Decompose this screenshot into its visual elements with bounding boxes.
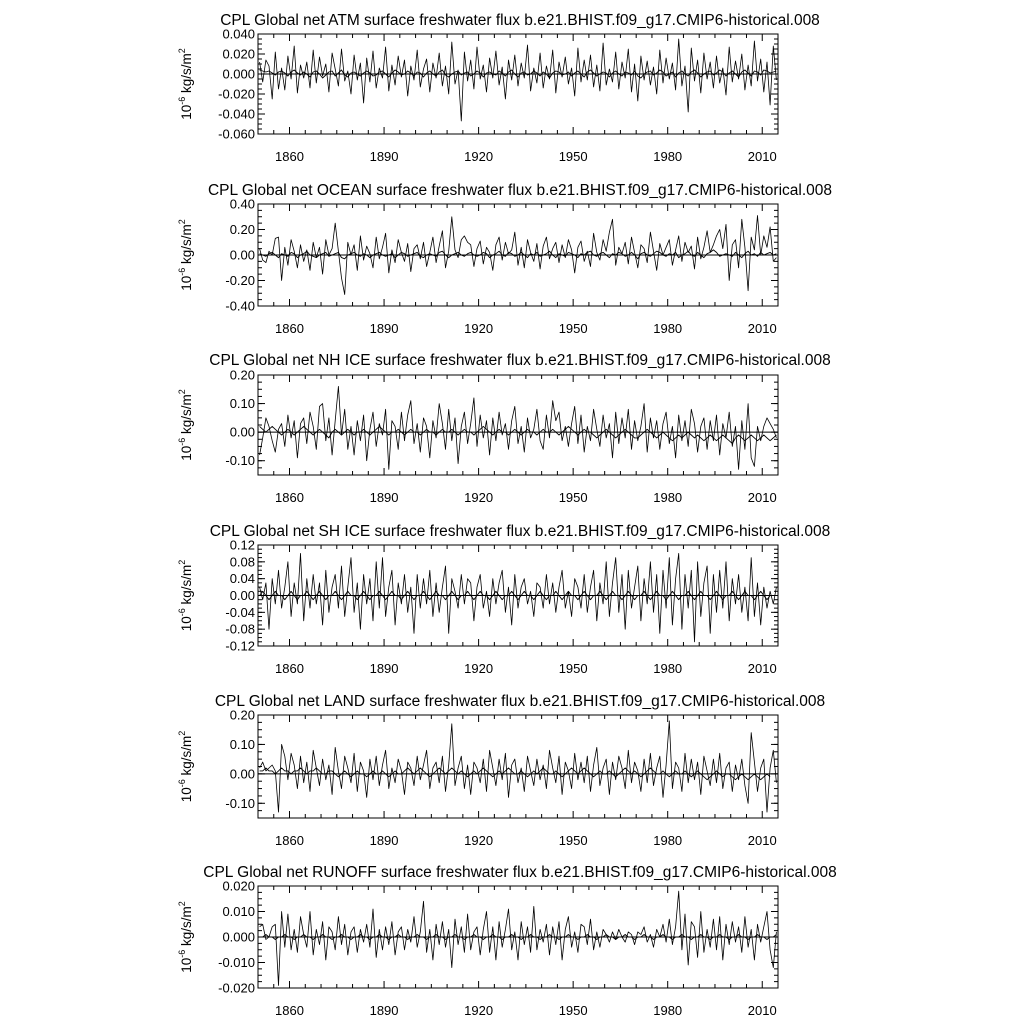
- series-line-0: [260, 386, 777, 469]
- panel-title: CPL Global net NH ICE surface freshwater flux b.e21.BHIST.f09_g17.CMIP6-historical.008: [209, 352, 831, 369]
- x-tick-label: 1920: [464, 661, 494, 676]
- x-tick-label: 2010: [747, 149, 777, 164]
- y-tick-label: 0.010: [222, 904, 255, 919]
- y-tick-label: 0.20: [229, 367, 255, 383]
- panel-4: [177, 693, 825, 848]
- y-tick-label: 0.00: [229, 588, 255, 603]
- x-tick-label: 1950: [558, 661, 588, 676]
- series-line-1: [260, 250, 777, 259]
- y-tick-label: 0.10: [229, 396, 255, 412]
- series-line-0: [260, 891, 777, 985]
- y-tick-label: 0.04: [229, 571, 255, 587]
- y-tick-label: -0.04: [225, 604, 255, 620]
- y-tick-label: 0.10: [229, 736, 255, 752]
- x-tick-label: 2010: [747, 661, 777, 676]
- panel-1: [177, 182, 832, 336]
- panel-title: CPL Global net ATM surface freshwater flux b.e21.BHIST.f09_g17.CMIP6-historical.008: [220, 12, 820, 29]
- x-tick-label: 1980: [653, 833, 683, 848]
- y-tick-label: -0.12: [225, 638, 255, 654]
- y-axis-label: $10^{-6}$ $kg/s/m^2$: [177, 219, 194, 291]
- series-line-0: [260, 39, 777, 121]
- y-tick-label: -0.020: [218, 980, 255, 996]
- panel-title: CPL Global net LAND surface freshwater flux b.e21.BHIST.f09_g17.CMIP6-historical.008: [214, 693, 826, 710]
- y-tick-label: 0.040: [222, 26, 255, 42]
- panel-2: [177, 352, 831, 505]
- x-tick-label: 1920: [464, 321, 494, 336]
- x-tick-label: 1920: [464, 149, 494, 164]
- x-tick-label: 1860: [275, 833, 304, 848]
- y-tick-label: 0.00: [229, 247, 255, 263]
- x-tick-label: 1860: [275, 149, 304, 164]
- y-tick-label: -0.040: [218, 106, 255, 122]
- y-tick-label: 0.12: [229, 537, 255, 553]
- y-tick-label: -0.20: [225, 273, 255, 288]
- panel-0: [177, 12, 820, 164]
- y-tick-label: 0.40: [229, 196, 255, 212]
- x-tick-label: 1860: [275, 321, 304, 336]
- y-axis-label: $10^{-6}$ $kg/s/m^2$: [177, 48, 194, 120]
- panel-title: CPL Global net RUNOFF surface freshwater flux b.e21.BHIST.f09_g17.CMIP6-historical.008: [203, 864, 837, 881]
- y-axis-label: $10^{-6}$ $kg/s/m^2$: [177, 901, 194, 973]
- x-tick-label: 1980: [653, 661, 683, 676]
- x-tick-label: 2010: [747, 1003, 777, 1018]
- x-tick-label: 1950: [558, 321, 588, 336]
- x-tick-label: 2010: [747, 490, 777, 505]
- x-tick-label: 1860: [275, 661, 304, 676]
- y-tick-label: 0.000: [222, 66, 255, 82]
- panel-title: CPL Global net SH ICE surface freshwater flux b.e21.BHIST.f09_g17.CMIP6-historical.008: [209, 523, 831, 540]
- y-tick-label: -0.10: [225, 795, 255, 811]
- x-tick-label: 1890: [369, 661, 399, 676]
- y-axis-label: $10^{-6}$ $kg/s/m^2$: [177, 730, 194, 803]
- y-tick-label: 0.000: [222, 929, 255, 945]
- x-tick-label: 1920: [464, 1003, 494, 1018]
- y-tick-label: 0.020: [222, 878, 255, 894]
- x-tick-label: 1980: [653, 321, 683, 336]
- x-tick-label: 1890: [369, 321, 399, 336]
- plot-frame: [258, 715, 778, 818]
- x-tick-label: 1860: [275, 490, 304, 505]
- x-tick-label: 1890: [369, 149, 399, 164]
- y-tick-label: 0.00: [229, 424, 255, 440]
- y-tick-label: -0.40: [225, 298, 255, 314]
- x-tick-label: 1950: [558, 833, 588, 848]
- y-tick-label: 0.00: [229, 766, 255, 782]
- x-tick-label: 1980: [653, 1003, 683, 1018]
- x-tick-label: 2010: [747, 833, 777, 848]
- y-tick-label: 0.020: [222, 46, 255, 62]
- x-tick-label: 1890: [369, 1003, 399, 1018]
- x-tick-label: 1950: [558, 1003, 588, 1018]
- panel-3: [177, 523, 830, 676]
- y-tick-label: -0.020: [218, 86, 255, 102]
- x-tick-label: 1950: [558, 149, 588, 164]
- y-tick-label: -0.060: [218, 126, 255, 142]
- y-tick-label: 0.20: [229, 222, 255, 237]
- series-line-0: [260, 721, 777, 812]
- panel-5: [177, 864, 837, 1018]
- y-tick-label: 0.08: [229, 554, 255, 570]
- y-tick-label: -0.010: [218, 955, 255, 970]
- x-tick-label: 1890: [369, 490, 399, 505]
- x-tick-label: 1920: [464, 833, 494, 848]
- plot-frame: [258, 375, 778, 475]
- y-tick-label: -0.08: [225, 621, 255, 637]
- y-axis-label: $10^{-6}$ $kg/s/m^2$: [177, 389, 194, 461]
- x-tick-label: 1860: [275, 1003, 304, 1018]
- y-tick-label: 0.20: [229, 707, 255, 723]
- panel-title: CPL Global net OCEAN surface freshwater flux b.e21.BHIST.f09_g17.CMIP6-historical.008: [207, 182, 833, 199]
- series-line-0: [260, 553, 777, 641]
- x-tick-label: 1980: [653, 490, 683, 505]
- x-tick-label: 1890: [369, 833, 399, 848]
- x-tick-label: 1920: [464, 490, 494, 505]
- x-tick-label: 1980: [653, 149, 683, 164]
- x-tick-label: 2010: [747, 321, 777, 336]
- x-tick-label: 1950: [558, 490, 588, 505]
- y-axis-label: $10^{-6}$ $kg/s/m^2$: [177, 559, 194, 632]
- y-tick-label: -0.10: [225, 453, 255, 469]
